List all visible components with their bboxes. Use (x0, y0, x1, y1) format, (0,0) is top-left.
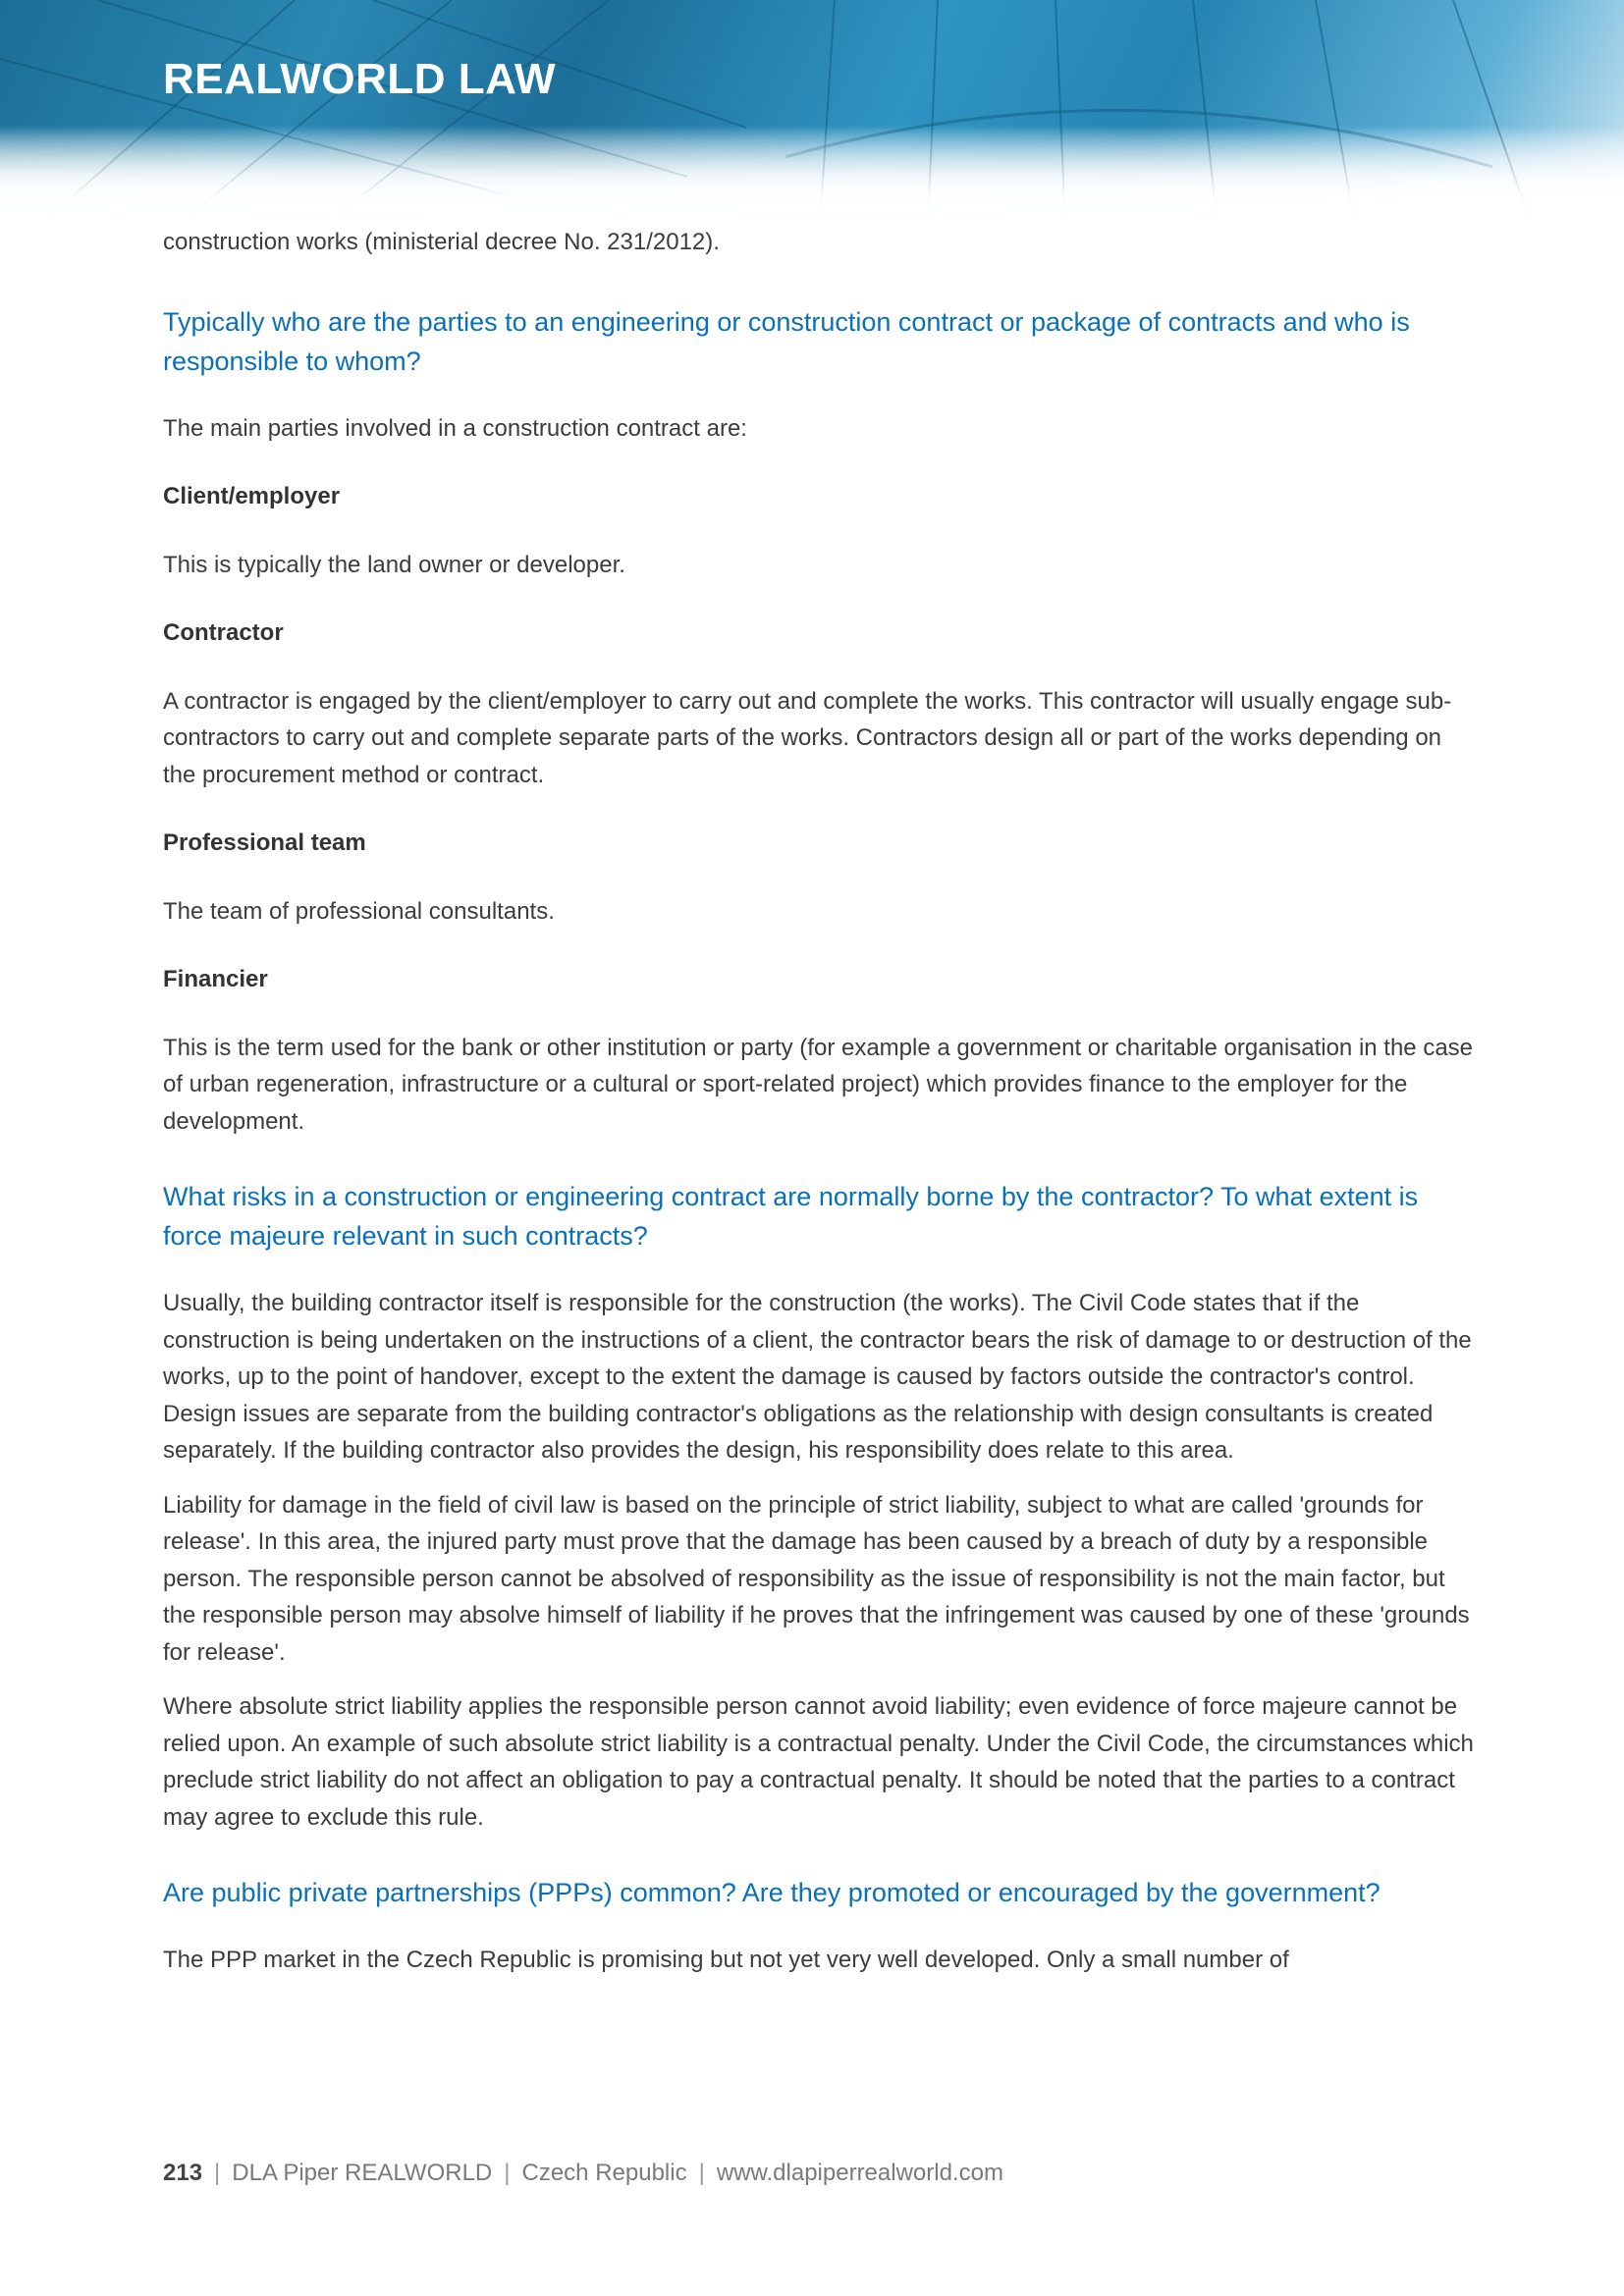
footer-separator: | (504, 2160, 511, 2186)
risks-paragraph-3: Where absolute strict liability applies the responsible person cannot avoid liability; even evidence of force majeure cannot be relied upon. An example of such absolute strict liability is a contractual penalty. Under the Civil Code, the circumstances which preclude strict liability do not affect an obligation to pay a contractual penalty. It should be noted that the parties to a contract may agree to exclude this rule. (163, 1693, 1474, 1831)
question-heading-risks: What risks in a construction or engineering contract are normally borne by the contractor? To what extent is force majeure relevant in such contracts? (163, 1182, 1419, 1251)
parties-intro: The main parties involved in a construction contract are: (163, 414, 747, 442)
question-heading-ppp: Are public private partnerships (PPPs) common? Are they promoted or encouraged by the government? (163, 1878, 1380, 1907)
ppp-paragraph: The PPP market in the Czech Republic is promising but not yet very well developed. Only a small number of (163, 1947, 1289, 1973)
subheading-client-employer: Client/employer (163, 483, 341, 509)
footer-separator: | (214, 2160, 221, 2186)
brand-title: REALWORLD LAW (163, 55, 557, 103)
risks-paragraph-1: Usually, the building contractor itself is responsible for the construction (the works). The Civil Code states that if the construction is being undertaken on the instructions of a client, the contractor bears the risk of damage to or destruction of the works, up to the point of handover, except to the extent the damage is caused by factors outside the contractor's control. Design issues are separate from the building contractor's obligations as the relationship with design consultants is created separately. If the building contractor also provides the design, his responsibility does relate to this area. (163, 1290, 1472, 1464)
footer-publication: DLA Piper REALWORLD (232, 2160, 493, 2186)
financier-text: This is the term used for the bank or other institution or party (for example a government or charitable organisation in the case of urban regeneration, infrastructure or a cultural or sport-related project) which provides finance to the employer for the development. (163, 1034, 1474, 1135)
glass-building-graphic (0, 0, 1624, 226)
footer-country: Czech Republic (521, 2160, 687, 2186)
footer-website-link[interactable]: www.dlapiperrealworld.com (716, 2160, 1003, 2186)
intro-continuation: construction works (ministerial decree No. 231/2012). (163, 229, 720, 255)
header-banner (0, 0, 1624, 226)
subheading-professional-team: Professional team (163, 829, 366, 856)
footer-separator: | (698, 2160, 705, 2186)
contractor-text: A contractor is engaged by the client/employer to carry out and complete the works. This contractor will usually engage sub-contractors to carry out and complete separate parts of the works. Contractors design all or part of the works depending on the procurement method or contract. (163, 687, 1452, 788)
page-number: 213 (163, 2160, 203, 2186)
question-heading-parties: Typically who are the parties to an engineering or construction contract or package of contracts and who is responsible to whom? (163, 306, 1410, 376)
professional-team-text: The team of professional consultants. (163, 897, 555, 925)
document-body (163, 224, 1479, 1979)
subheading-contractor: Contractor (163, 619, 284, 646)
client-employer-text: This is typically the land owner or developer. (163, 551, 625, 578)
page-footer (163, 2160, 1003, 2187)
risks-paragraph-2: Liability for damage in the field of civil law is based on the principle of strict liability, subject to what are called 'grounds for release'. In this area, the injured party must prove that the damage has been caused by a breach of duty by a responsible person. The responsible person cannot be absolved of responsibility as the issue of responsibility is not the main factor, but the responsible person may absolve himself of liability if he proves that the infringement was caused by one of these 'grounds for release'. (163, 1491, 1470, 1666)
subheading-financier: Financier (163, 966, 268, 992)
